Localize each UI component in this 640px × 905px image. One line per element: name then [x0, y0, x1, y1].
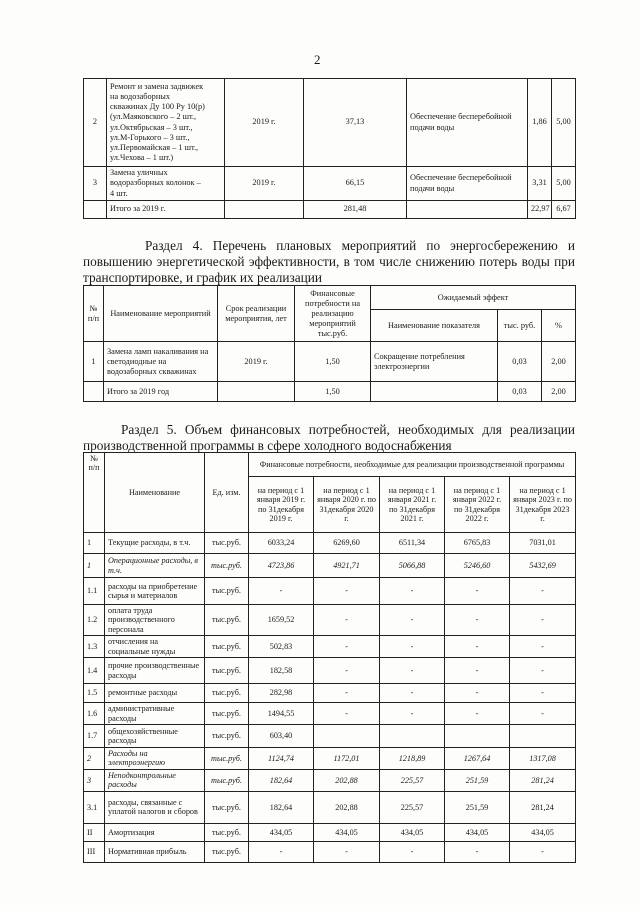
measure-year: 2019 г.: [218, 342, 295, 382]
row-value-2019: 603,40: [249, 725, 314, 748]
row-value-2023: -: [510, 684, 576, 703]
row-value-2021: -: [380, 605, 445, 636]
row-value-2021: 5066,88: [380, 554, 445, 578]
work-name-line: 4 шт.: [110, 188, 128, 198]
measure-indicator: Сокращение потребления электроэнергии: [371, 342, 498, 382]
row-value-2020: -: [314, 841, 380, 862]
row-value-2022: -: [445, 605, 510, 636]
row-value-2019: 182,64: [249, 769, 314, 791]
total-percent: 2,00: [542, 382, 576, 402]
row-value-2023: 281,24: [510, 769, 576, 791]
col-name: Наименование: [105, 453, 205, 533]
row-value-2019: 1659,52: [249, 605, 314, 636]
row-unit: тыс.руб.: [205, 578, 249, 605]
row-value-2022: 1267,64: [445, 748, 510, 770]
col-period-2023: на период с 1 января 2023 г. по 31декабря 2023 г.: [510, 477, 576, 533]
col-indicator: Наименование показателя: [371, 310, 498, 342]
row-value-2023: -: [510, 841, 576, 862]
row-value-2022: 251,59: [445, 791, 510, 823]
total-sum: 1,50: [295, 382, 371, 402]
row-value-2022: -: [445, 684, 510, 703]
row-value-2023: 5432,69: [510, 554, 576, 578]
row-name: прочие производственные расходы: [105, 658, 205, 684]
work-name-line: Ремонт и замена задвижек: [110, 81, 204, 91]
row-number: 1: [84, 342, 104, 382]
work-name-line: Замена уличных: [110, 168, 168, 178]
measure-sum: 1,50: [295, 342, 371, 382]
row-name: Текущие расходы, в т.ч.: [105, 533, 205, 554]
row-number: 3: [84, 167, 107, 201]
row-value-2021: 225,57: [380, 791, 445, 823]
row-value-2021: -: [380, 636, 445, 658]
row-value-2019: 282,98: [249, 684, 314, 703]
row-value-2019: 182,64: [249, 791, 314, 823]
row-value-2019: 434,05: [249, 823, 314, 841]
table-row: [84, 578, 576, 605]
row-value-2020: 4921,71: [314, 554, 380, 578]
row-number: 1.5: [84, 684, 105, 703]
row-unit: тыс.руб.: [205, 769, 249, 791]
row-name: Амортизация: [105, 823, 205, 841]
row-value-2022: 251,59: [445, 769, 510, 791]
row-number: 1.3: [84, 636, 105, 658]
row-value-2020: -: [314, 658, 380, 684]
col-period-2021: на период с 1 января 2021 г. по 31декабря 2021 г.: [380, 477, 445, 533]
row-value-2021: 434,05: [380, 823, 445, 841]
table-row: [84, 636, 576, 658]
row-number: 1: [84, 554, 105, 578]
col-expected: Ожидаемый эффект: [371, 286, 576, 310]
row-number: III: [84, 841, 105, 862]
row-value-2020: 202,88: [314, 769, 380, 791]
row-unit: тыс.руб.: [205, 658, 249, 684]
row-value-2019: 1494,55: [249, 703, 314, 725]
row-number: 1.2: [84, 605, 105, 636]
total-sum: 281,48: [304, 201, 407, 219]
table-row: [84, 725, 576, 748]
row-number: 1.7: [84, 725, 105, 748]
row-value-2022: -: [445, 636, 510, 658]
effect-value: 3,31: [528, 167, 552, 201]
effect-percent: 5,00: [552, 167, 576, 201]
col-num: № п/п: [84, 286, 104, 342]
row-value-2019: -: [249, 578, 314, 605]
table-row: [84, 769, 576, 791]
row-number: 2: [84, 748, 105, 770]
col-period: Срок реализации мероприятия, лет: [218, 286, 295, 342]
row-value-2023: 434,05: [510, 823, 576, 841]
row-name: административные расходы: [105, 703, 205, 725]
work-name: [107, 79, 225, 167]
row-unit: тыс.руб.: [205, 684, 249, 703]
row-unit: тыс.руб.: [205, 605, 249, 636]
row-value-2022: [445, 725, 510, 748]
row-value-2020: -: [314, 684, 380, 703]
row-value-2021: 6511,34: [380, 533, 445, 554]
work-sum: 37,13: [304, 79, 407, 167]
row-value-2023: 1317,08: [510, 748, 576, 770]
row-value-2021: 1218,89: [380, 748, 445, 770]
work-year: 2019 г.: [225, 79, 304, 167]
row-value-2022: -: [445, 841, 510, 862]
work-name-line: водоразборных колонок –: [110, 178, 201, 188]
row-value-2022: -: [445, 578, 510, 605]
row-value-2020: 202,88: [314, 791, 380, 823]
row-number: 3.1: [84, 791, 105, 823]
table-row: [84, 791, 576, 823]
row-value-2020: -: [314, 636, 380, 658]
row-value-2021: -: [380, 684, 445, 703]
work-year: 2019 г.: [225, 167, 304, 201]
effect-percent: 5,00: [552, 79, 576, 167]
row-value-2020: -: [314, 703, 380, 725]
row-value-2022: 434,05: [445, 823, 510, 841]
row-value-2023: 7031,01: [510, 533, 576, 554]
row-value-2021: -: [380, 658, 445, 684]
row-unit: тыс.руб.: [205, 823, 249, 841]
col-num: № п/п: [84, 453, 105, 533]
table-row: [84, 823, 576, 841]
row-name: ремонтные расходы: [105, 684, 205, 703]
col-period-2020: на период с 1 января 2020 г. по 31декабря 2020 г.: [314, 477, 380, 533]
table-row: [84, 167, 576, 201]
row-unit: тыс.руб.: [205, 533, 249, 554]
col-finance: Финансовые потребности на реализацию мероприятий тыс.руб.: [295, 286, 371, 342]
table-total-row: [84, 382, 576, 402]
row-number: 1: [84, 533, 105, 554]
row-value-2019: 502,83: [249, 636, 314, 658]
work-effect: Обеспечение бесперебойной подачи воды: [407, 167, 528, 201]
row-value-2022: 5246,60: [445, 554, 510, 578]
total-value: 0,03: [498, 382, 542, 402]
row-value-2023: -: [510, 658, 576, 684]
row-value-2022: -: [445, 658, 510, 684]
measure-value: 0,03: [498, 342, 542, 382]
row-value-2023: -: [510, 703, 576, 725]
table-plan-works: [83, 78, 576, 219]
table-energy-saving: [83, 285, 576, 402]
table-row: [84, 748, 576, 770]
measure-name: Замена ламп накаливания на светодиодные на водозаборных скважинах: [104, 342, 218, 382]
work-name-line: (ул.Маяковского – 2 шт.,: [110, 112, 197, 122]
row-number: II: [84, 823, 105, 841]
row-name: оплата труда производственного персонала: [105, 605, 205, 636]
row-value-2023: -: [510, 636, 576, 658]
col-period-2019: на период с 1 января 2019 г. по 31декабря 2019 г.: [249, 477, 314, 533]
row-name: Неподконтрольные расходы: [105, 769, 205, 791]
table-financial-needs: [83, 452, 576, 863]
row-value-2020: -: [314, 605, 380, 636]
row-value-2022: 6765,83: [445, 533, 510, 554]
row-number: 1.4: [84, 658, 105, 684]
table-row: [84, 533, 576, 554]
row-value-2023: -: [510, 578, 576, 605]
total-label: Итого за 2019 г.: [107, 201, 225, 219]
row-value-2021: -: [380, 703, 445, 725]
row-unit: тыс.руб.: [205, 636, 249, 658]
measure-percent: 2,00: [542, 342, 576, 382]
row-value-2023: [510, 725, 576, 748]
row-unit: тыс.руб.: [205, 791, 249, 823]
row-number: 1.6: [84, 703, 105, 725]
row-name: Нормативная прибыль: [105, 841, 205, 862]
row-value-2019: 1124,74: [249, 748, 314, 770]
row-value-2020: -: [314, 578, 380, 605]
row-value-2020: [314, 725, 380, 748]
table-row: [84, 703, 576, 725]
effect-value: 1,86: [528, 79, 552, 167]
row-number: 2: [84, 79, 107, 167]
row-value-2023: 281,24: [510, 791, 576, 823]
row-value-2023: -: [510, 605, 576, 636]
row-unit: тыс.руб.: [205, 703, 249, 725]
col-period-2022: на период с 1 января 2022 г. по 31декабря 2022 г.: [445, 477, 510, 533]
row-value-2020: 6269,60: [314, 533, 380, 554]
table-total-row: [84, 201, 576, 219]
row-value-2019: 6033,24: [249, 533, 314, 554]
row-number: 3: [84, 769, 105, 791]
row-name: Операционные расходы, в т.ч.: [105, 554, 205, 578]
row-value-2020: 1172,01: [314, 748, 380, 770]
table-row: [84, 684, 576, 703]
row-value-2019: -: [249, 841, 314, 862]
table-row: [84, 79, 576, 167]
row-name: расходы, связанные с уплатой налогов и сборов: [105, 791, 205, 823]
work-name-line: скважинах Ду 100 Ру 10(р): [110, 102, 205, 112]
table-row: [84, 841, 576, 862]
work-name-line: ул.М-Горького – 3 шт.,: [110, 132, 190, 142]
table-row: [84, 342, 576, 382]
row-name: отчисления на социальные нужды: [105, 636, 205, 658]
row-value-2021: 225,57: [380, 769, 445, 791]
section5-title: Раздел 5. Объем финансовых потребностей, необходимых для реализации производственной программы в сфере холодного водоснабжения: [83, 422, 575, 453]
total-percent: 6,67: [552, 201, 576, 219]
total-value: 22,97: [528, 201, 552, 219]
table-header-row: [84, 286, 576, 310]
row-unit: тыс.руб.: [205, 748, 249, 770]
work-sum: 66,15: [304, 167, 407, 201]
total-label: Итого за 2019 год: [104, 382, 218, 402]
row-name: расходы на приобретение сырья и материалов: [105, 578, 205, 605]
row-value-2019: 4723,86: [249, 554, 314, 578]
table-row: [84, 554, 576, 578]
col-unit: Ед. изм.: [205, 453, 249, 533]
row-unit: тыс.руб.: [205, 841, 249, 862]
col-finance: Финансовые потребности, необходимые для реализации производственной программы: [249, 453, 576, 477]
work-name: [107, 167, 225, 201]
row-unit: тыс.руб.: [205, 725, 249, 748]
row-name: общехозяйственные расходы: [105, 725, 205, 748]
row-value-2022: -: [445, 703, 510, 725]
row-value-2021: -: [380, 578, 445, 605]
work-name-line: ул.Чехова – 1 шт.): [110, 153, 174, 163]
work-effect: Обеспечение бесперебойной подачи воды: [407, 79, 528, 167]
row-value-2020: 434,05: [314, 823, 380, 841]
col-unit: тыс. руб.: [498, 310, 542, 342]
work-name-line: ул.Октябрьская – 3 шт.,: [110, 122, 193, 132]
row-unit: тыс.руб.: [205, 554, 249, 578]
page-number: 2: [314, 52, 321, 67]
work-name-line: на водозаборных: [110, 91, 170, 101]
row-value-2021: -: [380, 841, 445, 862]
row-value-2019: 182,58: [249, 658, 314, 684]
row-number: 1.1: [84, 578, 105, 605]
col-percent: %: [542, 310, 576, 342]
row-value-2021: [380, 725, 445, 748]
row-name: Расходы на электроэнергию: [105, 748, 205, 770]
table-header-row: [84, 453, 576, 477]
col-name: Наименование мероприятий: [104, 286, 218, 342]
table-row: [84, 605, 576, 636]
work-name-line: ул.Первомайская – 1 шт.,: [110, 142, 199, 152]
section4-title: Раздел 4. Перечень плановых мероприятий по энергосбережению и повышению энергетической эффективности, в том числе снижению потерь воды при транспортировке, и график их реализации: [83, 238, 575, 285]
table-row: [84, 658, 576, 684]
